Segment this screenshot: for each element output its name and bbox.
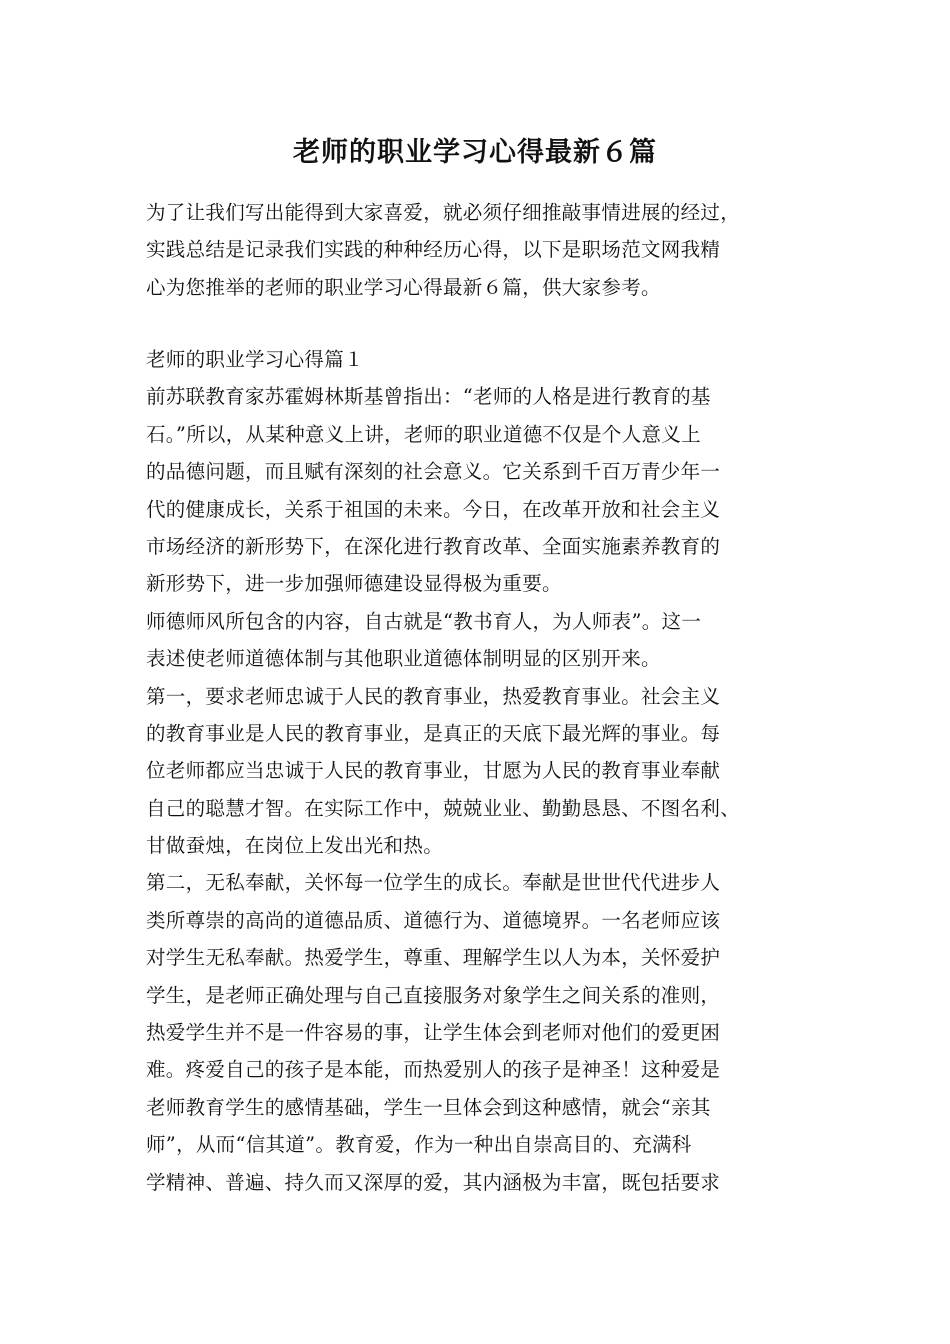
text-line: 第二，无私奉献，关怀每一位学生的成长。奉献是世世代代进步人 bbox=[146, 871, 721, 895]
intro-paragraph bbox=[146, 194, 816, 306]
intro-line: 实践总结是记录我们实践的种种经历心得，以下是职场范文网我精 bbox=[146, 238, 721, 262]
text-line: 热爱学生并不是一件容易的事，让学生体会到老师对他们的爱更困 bbox=[146, 1021, 721, 1045]
text-line: 表述使老师道德体制与其他职业道德体制明显的区别开来。 bbox=[146, 647, 661, 671]
text-line: 的教育事业是人民的教育事业，是真正的天底下最光辉的事业。每 bbox=[146, 721, 721, 745]
text-line: 甘做蚕烛，在岗位上发出光和热。 bbox=[146, 834, 444, 858]
text-line: 自己的聪慧才智。在实际工作中，兢兢业业、勤勤恳恳、不图名利、 bbox=[146, 796, 741, 820]
text-line: 对学生无私奉献。热爱学生，尊重、理解学生以人为本，关怀爱护 bbox=[146, 946, 721, 970]
text-line: 前苏联教育家苏霍姆林斯基曾指出：“老师的人格是进行教育的基 bbox=[146, 385, 711, 409]
section-1-body bbox=[146, 341, 816, 1201]
text-line: 学生，是老师正确处理与自己直接服务对象学生之间关系的准则， bbox=[146, 983, 721, 1007]
text-line: 新形势下，进一步加强师德建设显得极为重要。 bbox=[146, 572, 562, 596]
text-line: 老师教育学生的感情基础，学生一旦体会到这种感情，就会“亲其 bbox=[146, 1095, 711, 1119]
text-line: 师”，从而“信其道”。教育爱，作为一种出自崇高目的、充满科 bbox=[146, 1133, 692, 1157]
text-line: 类所尊崇的高尚的道德品质、道德行为、道德境界。一名老师应该 bbox=[146, 908, 721, 932]
intro-line: 为了让我们写出能得到大家喜爱，就必须仔细推敲事情进展的经过， bbox=[146, 201, 741, 224]
intro-line: 心为您推举的老师的职业学习心得最新６篇，供大家参考。 bbox=[146, 275, 661, 299]
text-line: 的品德问题，而且赋有深刻的社会意义。它关系到千百万青少年一 bbox=[146, 460, 721, 484]
document-title: 老师的职业学习心得最新６篇 bbox=[293, 137, 657, 168]
text-line: 石。”所以，从某种意义上讲，老师的职业道德不仅是个人意义上 bbox=[146, 422, 701, 446]
text-line: 市场经济的新形势下，在深化进行教育改革、全面实施素养教育的 bbox=[146, 534, 721, 558]
text-line: 代的健康成长，关系于祖国的未来。今日，在改革开放和社会主义 bbox=[146, 497, 721, 521]
text-line: 老师的职业学习心得篇１ bbox=[146, 348, 364, 371]
text-line: 第一，要求老师忠诚于人民的教育事业，热爱教育事业。社会主义 bbox=[146, 684, 721, 708]
text-line: 难。疼爱自己的孩子是本能，而热爱别人的孩子是神圣！这种爱是 bbox=[146, 1058, 721, 1082]
text-line: 位老师都应当忠诚于人民的教育事业，甘愿为人民的教育事业奉献 bbox=[146, 759, 721, 783]
text-line: 师德师风所包含的内容，自古就是“教书育人，为人师表”。这一 bbox=[146, 609, 702, 633]
text-line: 学精神、普遍、持久而又深厚的爱，其内涵极为丰富，既包括要求 bbox=[146, 1170, 721, 1194]
